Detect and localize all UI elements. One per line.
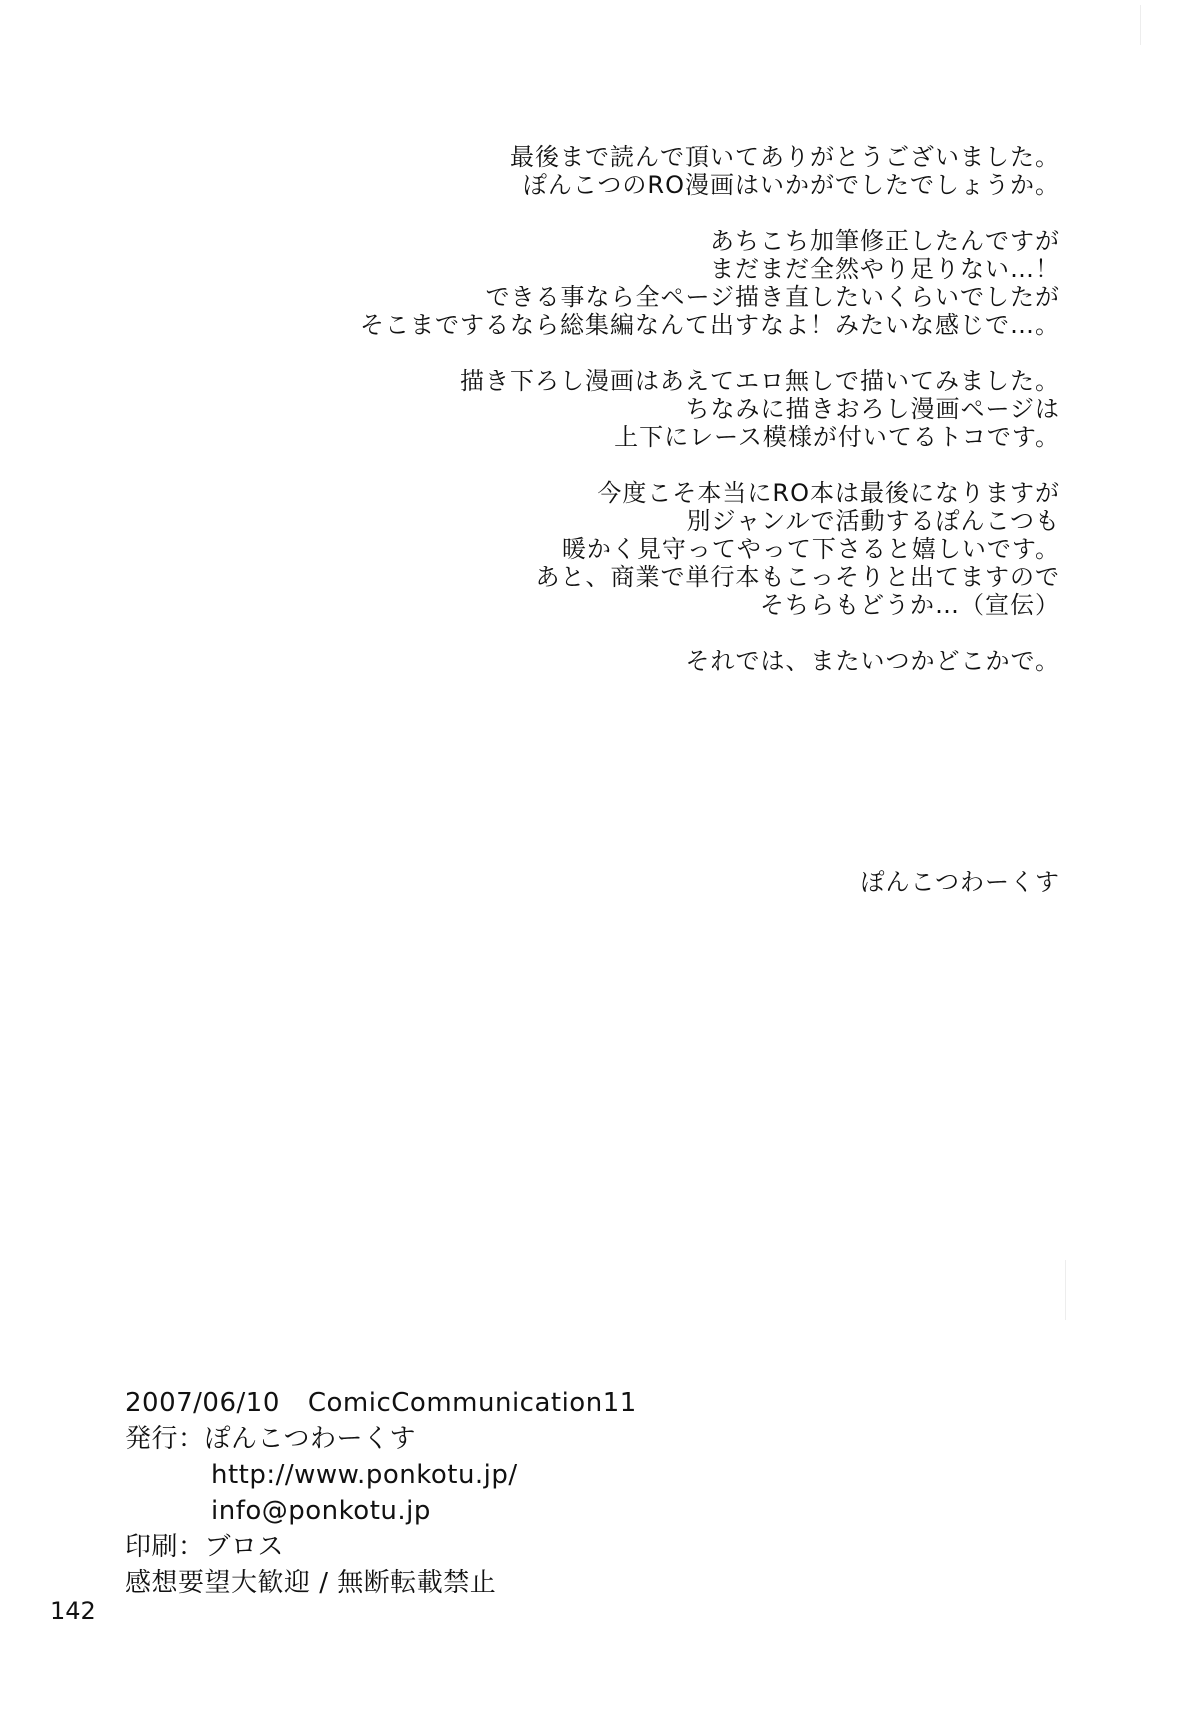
scan-mark (1065, 1260, 1066, 1320)
author-signature: ぽんこつわーくす (860, 868, 1060, 896)
colophon-event-row (125, 1385, 637, 1421)
colophon-printer: 印刷：ブロス (125, 1532, 285, 1562)
afterword-line: 暖かく見守ってやって下さると嬉しいです。 (561, 535, 1060, 563)
afterword-paragraph (160, 647, 1060, 675)
colophon-event: ComicCommunication11 (307, 1388, 637, 1418)
afterword-line: あちこち加筆修正したんですが (710, 227, 1060, 255)
afterword-line: ぽんこつのRO漫画はいかがでしたでしょうか。 (522, 171, 1060, 199)
afterword-line: できる事なら全ページ描き直したいくらいでしたが (485, 283, 1060, 311)
afterword-line: 最後まで読んで頂いてありがとうございました。 (510, 143, 1060, 171)
afterword (160, 143, 1060, 703)
afterword-line: あと、商業で単行本もこっそりと出てますので (535, 563, 1060, 591)
afterword-line: 今度こそ本当にRO本は最後になりますが (597, 479, 1060, 507)
colophon-email: info@ponkotu.jp (211, 1496, 431, 1526)
afterword-paragraph (160, 227, 1060, 339)
afterword-paragraph (160, 143, 1060, 199)
colophon-url: http://www.ponkotu.jp/ (211, 1460, 518, 1490)
colophon (125, 1385, 637, 1601)
afterword-line: そちらもどうか…（宣伝） (760, 591, 1060, 619)
afterword-paragraph (160, 479, 1060, 619)
colophon-publisher: 発行：ぽんこつわーくす (125, 1424, 416, 1454)
afterword-line: 別ジャンルで活動するぽんこつも (686, 507, 1060, 535)
colophon-date: 2007/06/10 (125, 1388, 280, 1418)
page-number: 142 (50, 1597, 96, 1625)
afterword-line: まだまだ全然やり足りない…！ (710, 255, 1060, 283)
colophon-footer-note: 感想要望大歓迎 / 無断転載禁止 (125, 1568, 497, 1598)
afterword-line: ちなみに描きおろし漫画ページは (685, 395, 1060, 423)
afterword-line: 描き下ろし漫画はあえてエロ無しで描いてみました。 (460, 367, 1060, 395)
scan-mark (1140, 5, 1141, 45)
afterword-paragraph (160, 367, 1060, 451)
afterword-line: そこまでするなら総集編なんて出すなよ！みたいな感じで…。 (360, 311, 1060, 339)
afterword-line: 上下にレース模様が付いてるトコです。 (614, 423, 1060, 451)
afterword-line: それでは、またいつかどこかで。 (685, 647, 1060, 675)
